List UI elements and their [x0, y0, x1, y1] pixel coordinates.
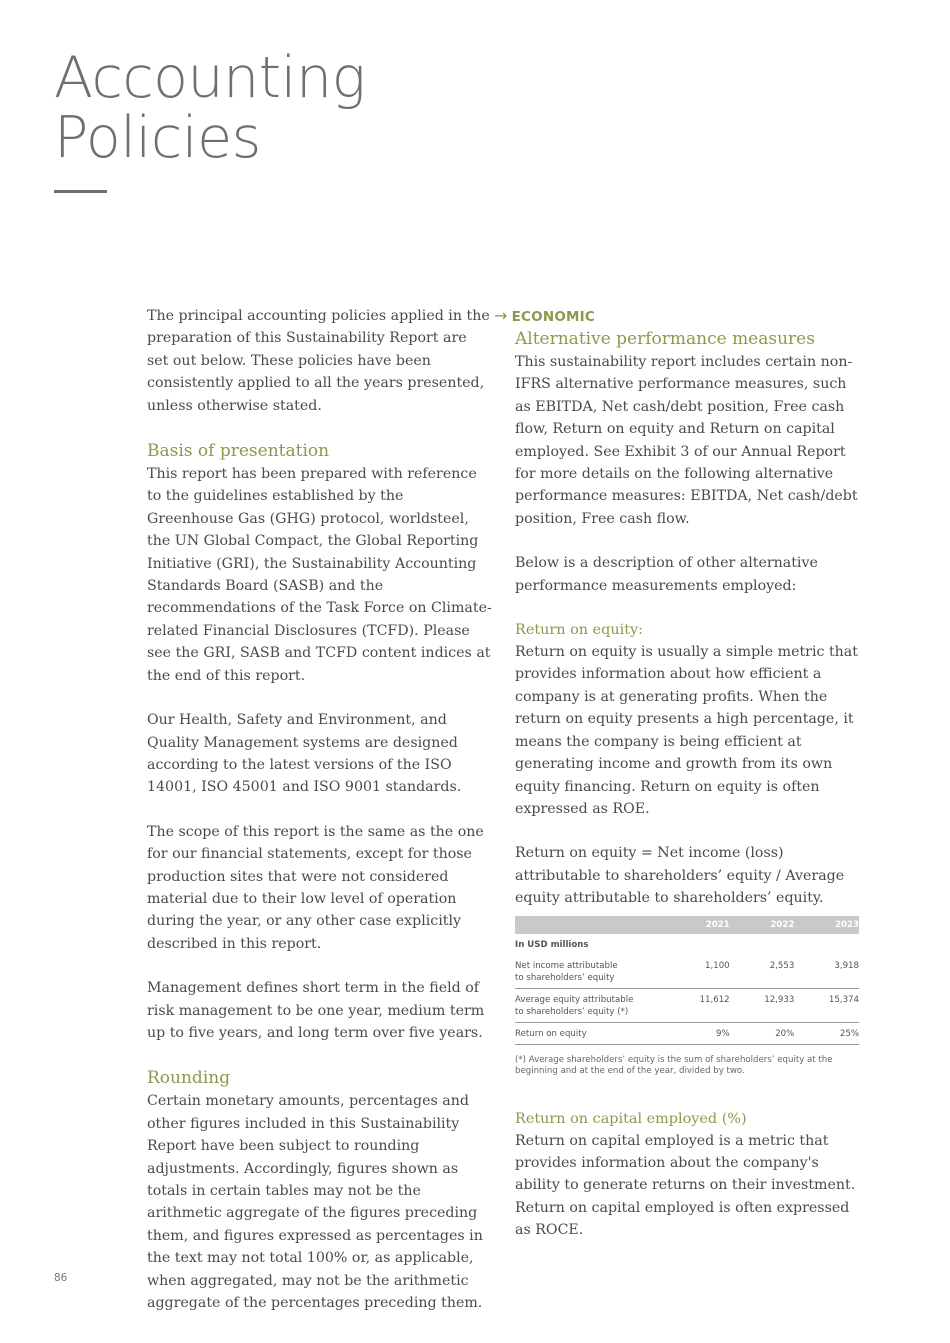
table-cell: 25%	[794, 1022, 859, 1044]
basis-paragraph-1: This report has been prepared with reference to the guidelines established by the Greenhouse Gas (GHG) protocol, worldsteel, the UN Global Compact, the Global Reporting Initiative (GRI), the Sustainability Accounting Standards Board (SASB) and the recommendations of the Task Force on Climate-related Financial Disclosures (TCFD). Please see the GRI, SASB and TCFD content indices at the end of this report.	[147, 466, 492, 684]
row-label: Net income attributable	[515, 960, 618, 971]
rounding-heading: Rounding	[147, 1068, 231, 1089]
unit-label: In USD millions	[515, 939, 589, 950]
page-title	[54, 45, 366, 171]
unit-row	[515, 934, 859, 955]
row-label: to shareholders’ equity (*)	[515, 1006, 629, 1017]
table-row	[515, 1022, 859, 1044]
table-cell: 20%	[730, 1022, 795, 1044]
title-underline	[54, 190, 107, 193]
roe-heading: Return on equity:	[515, 622, 643, 639]
basis-paragraph-4: Management defines short term in the field of risk management to be one year, medium term up to five years, and long term over five years.	[147, 980, 485, 1041]
table-header-row	[515, 916, 859, 934]
table-footnote: (*) Average shareholders’ equity is the sum of shareholders’ equity at the beginning and at the end of the year, divided by two.	[515, 1054, 833, 1077]
basis-paragraph-2: Our Health, Safety and Environment, and Quality Management systems are designed according to the latest versions of the ISO 14001, ISO 45001 and ISO 9001 standards.	[147, 712, 462, 796]
page-title-line-1: Accounting	[54, 45, 366, 111]
year-header: 2021	[665, 916, 730, 934]
table-cell: 1,100	[665, 955, 730, 989]
year-header: 2022	[730, 916, 795, 934]
row-label: to shareholders’ equity	[515, 972, 615, 983]
table-cell: 15,374	[794, 988, 859, 1022]
roe-table	[515, 916, 859, 1045]
table-row	[515, 955, 859, 989]
table-cell: 9%	[665, 1022, 730, 1044]
apm-heading: Alternative performance measures	[515, 329, 815, 349]
roe-paragraph-2: Return on equity = Net income (loss) attributable to shareholders’ equity / Average equity attributable to shareholders’ equity.	[515, 845, 845, 907]
table-row	[515, 988, 859, 1022]
page-title-line-2: Policies	[54, 105, 261, 171]
roe-paragraph-1: Return on equity is usually a simple metric that provides information about how efficient a company is at generating profits. When the return on equity presents a high percentage, it means the company is being efficient at generating income and growth from its own equity financing. Return on equity is often expressed as ROE.	[515, 644, 858, 817]
section-tag	[494, 306, 595, 325]
roce-paragraph: Return on capital employed is a metric that provides information about the company's ability to generate returns on their investment. Return on capital employed is often expressed as ROCE.	[515, 1132, 856, 1239]
table-cell: 11,612	[665, 988, 730, 1022]
row-label: Average equity attributable	[515, 994, 634, 1005]
basis-paragraph-3: The scope of this report is the same as the one for our financial statements, except for those production sites that were not considered material due to their low level of operation during the year, or any other case explicitly described in this report.	[147, 823, 484, 952]
apm-paragraph-1: This sustainability report includes certain non-IFRS alternative performance measures, such as EBITDA, Net cash/debt position, Free cash flow, Return on equity and Return on capital employed. See Exhibit 3 of our Annual Report for more details on the following alternative performance measures: EBITDA, Net cash/debt position, Free cash flow.	[515, 354, 858, 527]
roce-heading: Return on capital employed (%)	[515, 1110, 747, 1127]
right-column	[515, 327, 865, 1242]
intro-paragraph: The principal accounting policies applied in the preparation of this Sustainability Report are set out below. These policies have been consistently applied to all the years presented, unless otherwise stated.	[147, 308, 490, 414]
rounding-paragraph: Certain monetary amounts, percentages and other figures included in this Sustainability Report have been subject to rounding adjustments. Accordingly, figures shown as totals in certain tables may not be the arithmetic aggregate of the figures preceding them, and figures expressed as percentages in the text may not total 100% or, as applicable, when aggregated, may not be the arithmetic aggregate of the percentages preceding them.	[147, 1093, 483, 1312]
table-cell: 12,933	[730, 988, 795, 1022]
row-label: Return on equity	[515, 1022, 665, 1044]
basis-heading: Basis of presentation	[147, 441, 330, 462]
table-cell: 2,553	[730, 955, 795, 989]
table-cell: 3,918	[794, 955, 859, 989]
year-header: 2023	[794, 916, 859, 934]
section-tag-label: ECONOMIC	[511, 309, 595, 325]
apm-paragraph-2: Below is a description of other alternative performance measurements employed:	[515, 555, 818, 594]
page-number: 86	[54, 1272, 68, 1284]
arrow-right-icon: →	[494, 306, 508, 325]
left-column	[147, 305, 492, 1314]
